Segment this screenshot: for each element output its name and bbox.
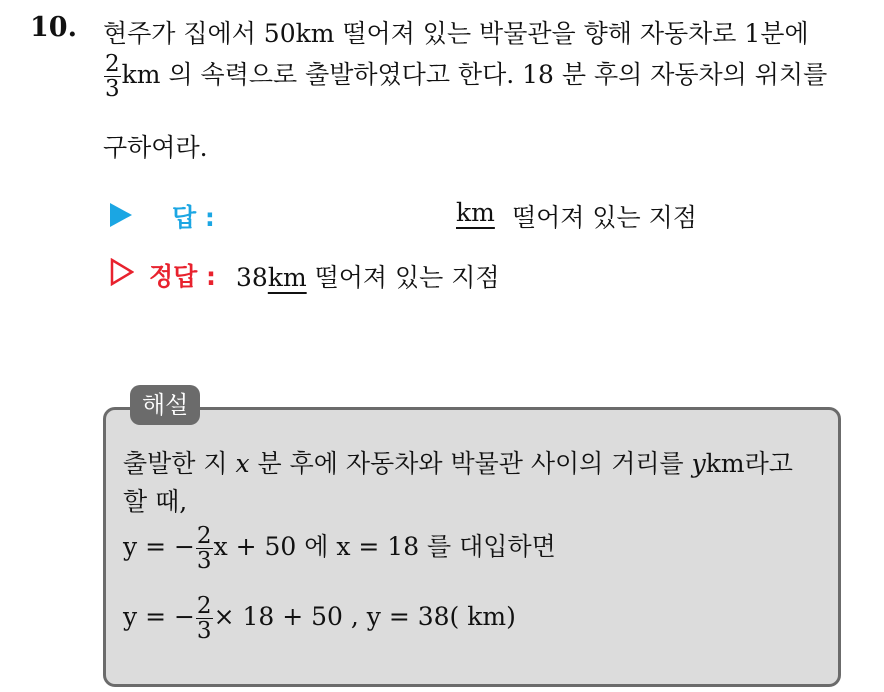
answer-unit: km (456, 198, 495, 227)
explanation-equation-1: y = − $\frac{2}{3}$ x + 50 에 x = 18 를 대입하면 (123, 523, 556, 575)
question-line-2 (103, 52, 827, 101)
correct-suffix: 떨어져 있는 지점 (306, 263, 500, 292)
correct-label: 정답 : (149, 262, 217, 291)
question-line-1: 현주가 집에서 50km 떨어져 있는 박물관을 향해 자동차로 1분에 (103, 19, 809, 48)
question-line-2-text: km 의 속력으로 출발하였다고 한다. 18 분 후의 자동차의 위치를 (121, 60, 828, 90)
correct-value: 38 (236, 263, 268, 292)
explanation-tab: 해설 (130, 385, 200, 425)
explanation-line-2: 할 때, (123, 487, 188, 516)
answer-label: 답 : (172, 203, 215, 232)
correct-unit: km (267, 263, 307, 292)
explanation-line-1: 출발한 지 x 분 후에 자동차와 박물관 사이의 거리를 ykm라고 (123, 449, 793, 478)
question-line-3: 구하여라. (103, 133, 208, 162)
question-number: 10. (30, 12, 77, 43)
correct-arrow-outline-icon (110, 258, 134, 286)
answer-suffix: 떨어져 있는 지점 (512, 203, 697, 232)
speed-fraction: $\frac{2}{3}$ (105, 51, 120, 103)
explanation-equation-2: y = − $\frac{2}{3}$ × 18 + 50 , y = 38( km) (123, 593, 516, 645)
answer-arrow-icon (110, 203, 132, 227)
correct-answer (236, 258, 500, 294)
